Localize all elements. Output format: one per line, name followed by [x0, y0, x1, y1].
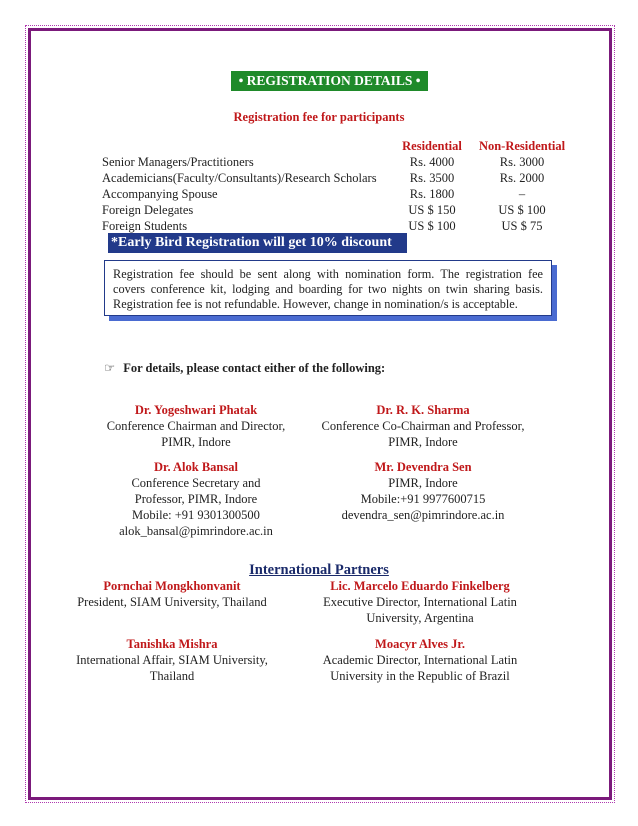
- fee-non-residential: Rs. 2000: [499, 171, 545, 185]
- early-bird-banner: *Early Bird Registration will get 10% discount: [108, 233, 407, 253]
- fee-non-residential: US $ 75: [501, 219, 543, 233]
- partner-alves: [300, 636, 540, 684]
- fee-category: Academicians(Faculty/Consultants)/Research Scholars: [102, 171, 377, 185]
- contact-phone: Mobile: +91 9301300500: [132, 508, 260, 522]
- contact-detail: PIMR, Indore: [388, 435, 458, 449]
- contact-bansal: [72, 459, 320, 539]
- contact-phatak: [72, 402, 320, 450]
- table-row: [102, 186, 572, 202]
- partner-detail: Executive Director, International Latin: [323, 595, 517, 609]
- fee-residential: Rs. 3500: [409, 171, 455, 185]
- contact-name: Dr. Alok Bansal: [154, 460, 238, 474]
- contact-sharma: [300, 402, 546, 450]
- note-line: covers conference kit, lodging and boarding for two nights on twin sharing basis.: [113, 282, 543, 296]
- contact-name: Mr. Devendra Sen: [374, 460, 472, 474]
- fee-table: [102, 138, 572, 234]
- pointing-hand-icon: ☞: [104, 361, 116, 375]
- table-row: [102, 218, 572, 234]
- partner-name: Lic. Marcelo Eduardo Finkelberg: [330, 579, 510, 593]
- fee-residential: Rs. 1800: [409, 187, 455, 201]
- partner-name: Tanishka Mishra: [126, 637, 218, 651]
- table-row: [102, 202, 572, 218]
- table-row: [102, 170, 572, 186]
- partner-detail: International Affair, SIAM University,: [76, 653, 268, 667]
- contact-intro: [104, 360, 385, 376]
- partner-detail: University, Argentina: [366, 611, 474, 625]
- non-residential-header: Non-Residential: [478, 139, 566, 153]
- fee-category: Foreign Students: [102, 219, 188, 233]
- international-partners-title: International Partners: [249, 562, 389, 578]
- contact-sen: [300, 459, 546, 523]
- fee-category: Foreign Delegates: [102, 203, 194, 217]
- note-line: Registration fee is not refundable. However, change in nomination/s is acceptable.: [113, 297, 518, 311]
- partner-mongkhonvanit: [60, 578, 284, 610]
- contact-name: Dr. R. K. Sharma: [376, 403, 470, 417]
- registration-details-title: • REGISTRATION DETAILS •: [231, 71, 428, 91]
- partner-name: Moacyr Alves Jr.: [375, 637, 465, 651]
- contact-detail: Conference Co-Chairman and Professor,: [321, 419, 525, 433]
- partner-finkelberg: [300, 578, 540, 626]
- contact-intro-text: For details, please contact either of the following:: [123, 361, 386, 375]
- fee-residential: US $ 150: [408, 203, 456, 217]
- fee-non-residential: –: [518, 187, 526, 201]
- partner-name: Pornchai Mongkhonvanit: [103, 579, 241, 593]
- fee-non-residential: Rs. 3000: [499, 155, 545, 169]
- fee-non-residential: US $ 100: [498, 203, 546, 217]
- fee-residential: Rs. 4000: [409, 155, 455, 169]
- contact-detail: Conference Chairman and Director,: [106, 419, 286, 433]
- partner-detail: University in the Republic of Brazil: [330, 669, 510, 683]
- contact-name: Dr. Yogeshwari Phatak: [134, 403, 258, 417]
- contact-detail: PIMR, Indore: [388, 476, 458, 490]
- contact-detail: PIMR, Indore: [161, 435, 231, 449]
- category-header: [102, 138, 392, 154]
- contact-email: devendra_sen@pimrindore.ac.in: [341, 508, 505, 522]
- partner-detail: Academic Director, International Latin: [322, 653, 518, 667]
- note-line: Registration fee should be sent along with nomination form. The registration fee: [113, 267, 543, 281]
- contact-detail: Conference Secretary and: [131, 476, 261, 490]
- registration-note: [104, 260, 552, 316]
- fee-table-header: [102, 138, 572, 154]
- fee-category: Senior Managers/Practitioners: [102, 155, 254, 169]
- table-row: [102, 154, 572, 170]
- fee-residential: US $ 100: [408, 219, 456, 233]
- partner-detail: President, SIAM University, Thailand: [77, 595, 267, 609]
- partner-mishra: [60, 636, 284, 684]
- fee-category: Accompanying Spouse: [102, 187, 218, 201]
- partner-detail: Thailand: [149, 669, 195, 683]
- contact-email: alok_bansal@pimrindore.ac.in: [119, 524, 273, 538]
- residential-header: Residential: [402, 139, 462, 153]
- contact-phone: Mobile:+91 9977600715: [360, 492, 486, 506]
- fee-subtitle: Registration fee for participants: [233, 110, 405, 124]
- contact-detail: Professor, PIMR, Indore: [134, 492, 258, 506]
